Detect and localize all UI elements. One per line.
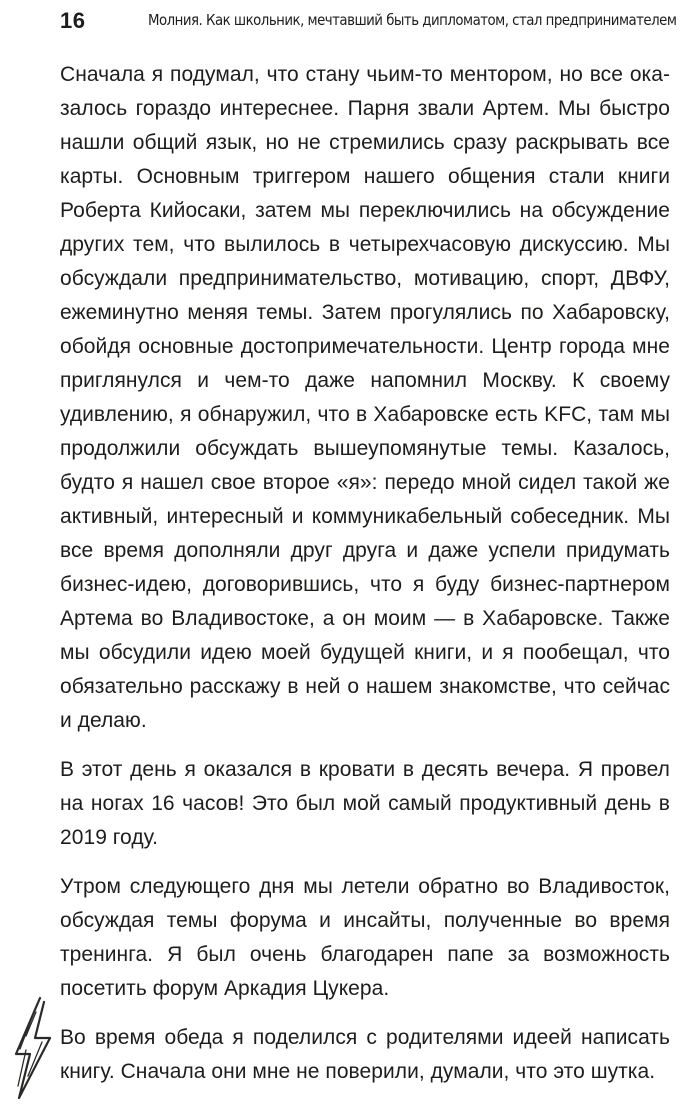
paragraph: В этот день я оказался в кровати в десять вечера. Я провел на ногах 16 часов! Это был мой самый продуктивный день в 2019 году. (60, 758, 670, 849)
paragraph: Утром следующего дня мы летели обратно во Владивосток, обсуждая темы форума и инсайты, полученные во время тренинга. Я был очень благодарен папе за возможность посетить форум Аркадия Цукера. (60, 875, 670, 1000)
paragraph: Во время обеда я поделился с родителями идеей написать книгу. Сначала они мне не поверили, думали, что это шутка. (60, 1026, 670, 1083)
running-title: Молния. Как школьник, мечтавший быть дипломатом, стал предпринимателем (148, 11, 677, 29)
body-text (60, 58, 670, 1104)
paragraph: Сначала я подумал, что стану чьим-то ментором, но все оказалось гораздо интереснее. Парня звали Артем. Мы быстро нашли общий язык, но не стремились сразу раскрывать все карты. Основным триггером нашего общения стали книги Роберта Кийосаки, затем мы переключились на обсуждение других тем, что вылилось в четырехчасовую дискуссию. Мы обсуждали предпринимательство, мотивацию, спорт, ДВФУ, ежеминутно меняя темы. Затем прогулялись по Хабаровску, обойдя основные достопримечательности. Центр города мне приглянулся и чем-то даже напомнил Москву. К своему удивлению, я обнаружил, что в Хабаровске есть KFC, там мы продолжили обсуждать вышеупомянутые темы. Казалось, будто я нашел свое второе «я»: передо мной сидел такой же активный, интересный и коммуникабельный собеседник. Мы все время дополняли друг друга и даже успели придумать бизнес-идею, договорившись, что я буду бизнес-партнером Артема во Владивостоке, а он моим — в Хабаровске. Также мы обсудили идею моей будущей книги, и я пообещал, что обязательно расскажу в ней о нашем знакомстве, что сейчас и делаю. (60, 63, 670, 732)
lightning-bolt-icon (6, 994, 58, 1104)
page-number: 16 (60, 8, 86, 33)
